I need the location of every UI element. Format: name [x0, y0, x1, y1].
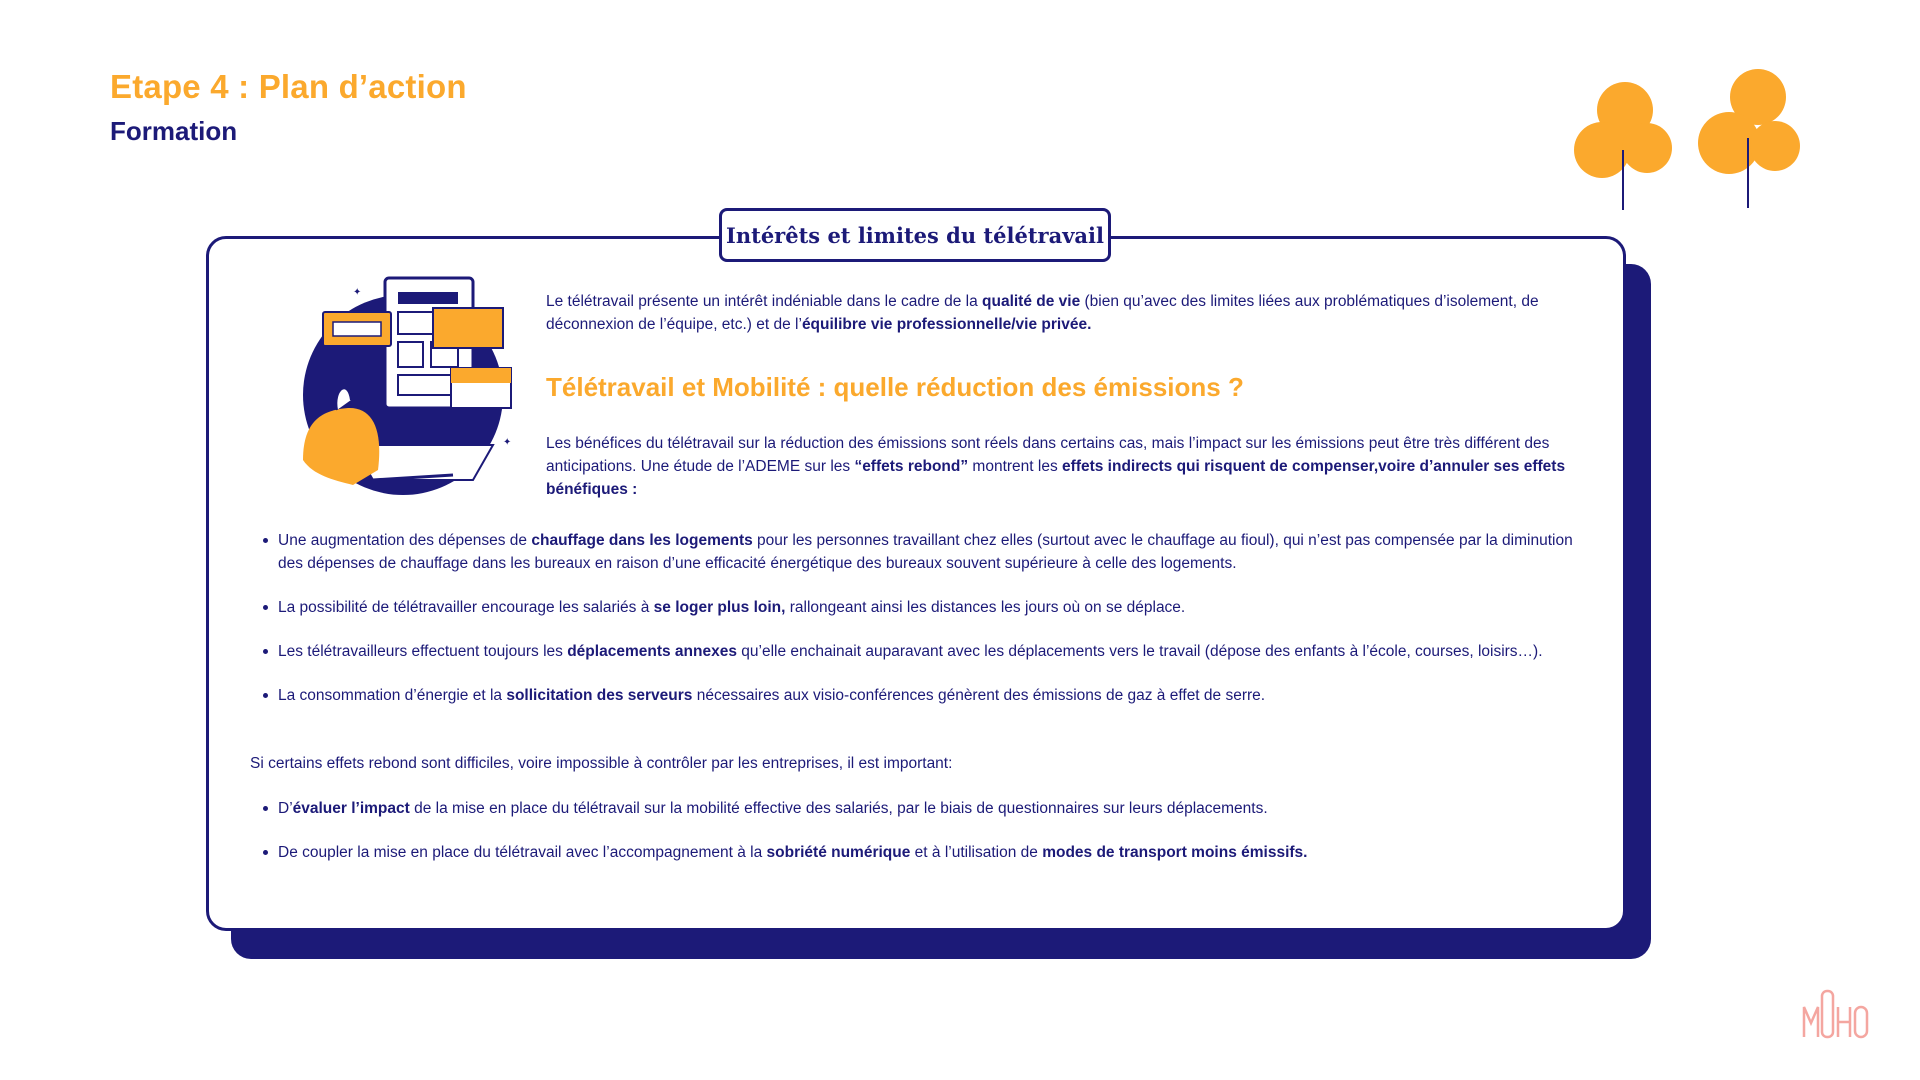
remote-work-illustration: [293, 270, 523, 500]
rebound-effects-list: [278, 529, 1598, 728]
tree-icon-left: [1574, 82, 1672, 210]
list-item: Une augmentation des dépenses de chauffage dans les logements pour les personnes travaillant chez elles (surtout avec le chauffage au fioul), qui n’est pas compensée par la diminution des dépenses de chauffage dans les bureaux en raison d’une efficacité énergétique des bureaux souvent supérieure à celle des logements.: [278, 529, 1598, 575]
recommendations-list: [278, 797, 1598, 885]
section-heading: Télétravail et Mobilité : quelle réduction des émissions ?: [546, 372, 1244, 402]
intro-paragraph: Le télétravail présente un intérêt indéniable dans le cadre de la qualité de vie (bien qu’avec des limites liées aux problématiques d’isolement, de déconnexion de l’équipe, etc.) et de l’équilibre vie professionnelle/vie privée.: [546, 293, 1539, 333]
page-title: Etape 4 : Plan d’action: [110, 68, 467, 105]
svg-text:✦: ✦: [503, 437, 512, 448]
list-item: La consommation d’énergie et la sollicitation des serveurs nécessaires aux visio-conférences génèrent des émissions de gaz à effet de serre.: [278, 684, 1598, 707]
list-item: Les télétravailleurs effectuent toujours les déplacements annexes qu’elle enchainait auparavant avec les déplacements vers le travail (dépose des enfants à l’école, courses, loisirs…).: [278, 640, 1598, 663]
card-tab-title: Intérêts et limites du télétravail: [719, 208, 1111, 262]
svg-text:✦: ✦: [353, 287, 362, 298]
tree-icon-right: [1698, 69, 1800, 208]
recommendations-intro: Si certains effets rebond sont difficiles, voire impossible à contrôler par les entreprises, il est important:: [250, 755, 953, 772]
page-subtitle: Formation: [110, 116, 238, 146]
rebound-effects-paragraph: Les bénéfices du télétravail sur la réduction des émissions sont réels dans certains cas, mais l’impact sur les émissions peut être très différent des anticipations. Une étude de l’ADEME sur les “effets rebond” montrent les effets indirects qui risquent de compenser,voire d’annuler ses effets bénéfiques :: [546, 435, 1566, 498]
list-item: D’évaluer l’impact de la mise en place du télétravail sur la mobilité effective des salariés, par le biais de questionnaires sur leurs déplacements.: [278, 797, 1598, 820]
moho-logo: [1800, 985, 1872, 1045]
list-item: De coupler la mise en place du télétravail avec l’accompagnement à la sobriété numérique et à l’utilisation de modes de transport moins émissifs.: [278, 841, 1598, 864]
trees-decoration: [1565, 60, 1805, 220]
list-item: La possibilité de télétravailler encourage les salariés à se loger plus loin, rallongeant ainsi les distances les jours où on se déplace.: [278, 596, 1598, 619]
